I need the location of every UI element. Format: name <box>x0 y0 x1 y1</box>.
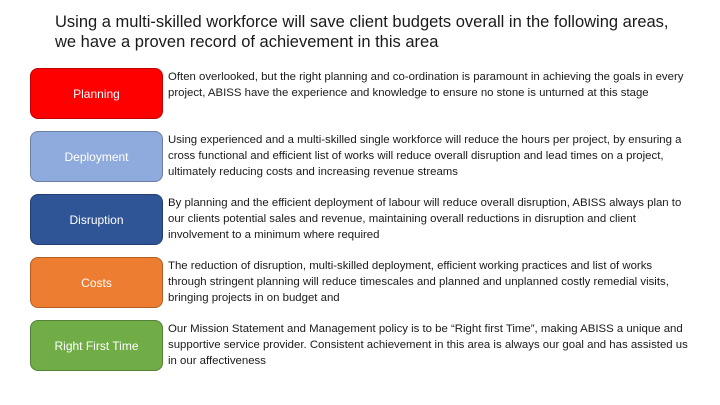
planning-description: Often overlooked, but the right planning and co-ordination is paramount in achieving the goals in every project, ABISS have the experience and knowledge to ensure no stone is unturned at this stage <box>168 71 684 100</box>
costs-description: The reduction of disruption, multi-skilled deployment, efficient working practices and list of works through stringent planning will reduce timescales and planned and unplanned costly remedial visits, bringing projects in on budget and <box>168 260 669 305</box>
deployment-label: Deployment <box>30 131 163 182</box>
right-first-time-description: Our Mission Statement and Management policy is to be “Right first Time”, making ABISS a unique and supportive service provider. Consistent achievement in this area is always our goal and has assisted us in our affectiveness <box>168 323 688 368</box>
costs-label: Costs <box>30 257 163 308</box>
deployment-description: Using experienced and a multi-skilled single workforce will reduce the hours per project, by ensuring a cross functional and efficient list of works will reduce overall disruption and lead times on a project, ultimately reducing costs and increasing revenue streams <box>168 134 682 179</box>
planning-label: Planning <box>30 68 163 119</box>
disruption-description: By planning and the efficient deployment of labour will reduce overall disruption, ABISS always plan to our clients potential sales and revenue, maintaining overall reductions in disruption and client involvement to a minimum where required <box>168 197 682 242</box>
right-first-time-label: Right First Time <box>30 320 163 371</box>
slide-title: Using a multi-skilled workforce will save client budgets overall in the following areas, we have a proven record of achievement in this area <box>55 13 669 51</box>
disruption-label: Disruption <box>30 194 163 245</box>
